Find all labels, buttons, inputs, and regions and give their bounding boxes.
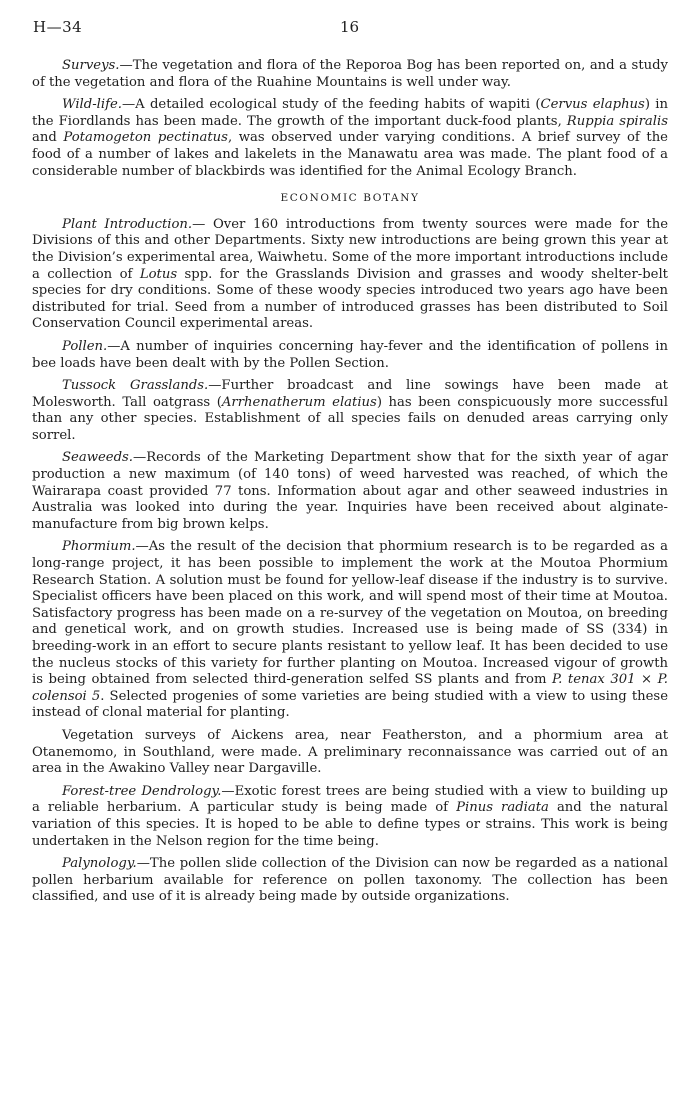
paragraph-text: —A detailed ecological study of the feeding habits of wapiti ( xyxy=(121,97,541,113)
paragraph-text: —A number of inquiries concerning hay-fever and the identification of pollens in bee loads have been dealt with by the Pollen Section. xyxy=(32,338,668,371)
paragraph xyxy=(32,58,668,91)
italic-term: Pinus radiata xyxy=(456,800,549,816)
paragraph-text: Vegetation surveys of Aickens area, near Featherston, and a phormium area at Otanemomo, in Southland, were made. A preliminary reconnaissance was carried out of an area in the Awakino Valley near Dargaville. xyxy=(32,727,668,777)
paragraph-text: spp. for the Grasslands Division and grasses and woody shelter-belt species for dry conditions. Some of these woody species introduced two years ago have been distributed for trial. Seed from a number of introduced grasses has been distributed to Soil Conservation Council experimental areas. xyxy=(32,266,668,332)
paragraph-lead: Surveys. xyxy=(62,58,120,73)
paragraph-text: — Over 160 introductions from twenty sources were made for the Divisions of this and other Departments. Sixty new introductions are being grown this year at the Division’s experimental area, Waiwhetu. Some of the more important introductions include a collection of xyxy=(32,216,669,282)
paragraph-text: —The pollen slide collection of the Division can now be regarded as a national pollen herbarium available for reference on pollen taxonomy. The collection has been classified, and use of it is already being made by outside organizations. xyxy=(32,856,668,905)
paragraph xyxy=(32,539,668,722)
section-heading: ECONOMIC BOTANY xyxy=(280,192,420,205)
paragraph-text: , was observed under varying conditions. A brief survey of the food of a number of lakes and lakelets in the Manawatu area was made. The plant food of a considerable number of blackbirds was identified for the Animal Ecology Branch. xyxy=(32,130,668,179)
paragraph-text: . Selected progenies of some varieties are being studied with a view to using these instead of clonal material for planting. xyxy=(32,688,668,721)
document-reference: H—34 xyxy=(33,18,83,36)
paragraph-lead: Tussock Grasslands. xyxy=(62,378,209,394)
paragraphs-after xyxy=(32,217,668,906)
paragraph-lead: Phormium. xyxy=(62,539,136,555)
paragraph-text: —As the result of the decision that phormium research is to be regarded as a long-range project, it has been possible to implement the work at the Moutoa Phormium Research Station. A solution must be found for yellow-leaf disease if the industry is to survive. Specialist officers have been placed on this work, and will spend most of their time at Moutoa. Satisfactory progress has been made on a re-survey of the vegetation on Moutoa, on breeding and genetical work, and on growth studies. Increased use is being made of SS (334) in breeding-work in an effort to secure plants resistant to yellow leaf. It has been decided to use the nucleus stocks of this variety for further planting on Moutoa. Increased vigour of growth is being obtained from selected third-generation selfed SS plants and from xyxy=(32,539,668,688)
paragraph-text: and xyxy=(32,130,64,146)
paragraph-text: ) has been conspicuously more successful than any other species. Establishment of all species fails on denuded areas carrying only sorrel. xyxy=(32,394,668,443)
paragraph-lead: Seaweeds. xyxy=(62,450,133,466)
paragraph-text: × xyxy=(635,672,658,688)
paragraphs-before xyxy=(32,58,668,180)
paragraph-lead: Plant Introduction. xyxy=(62,216,193,232)
page-header xyxy=(0,0,700,40)
paragraph-lead: Palynology. xyxy=(62,856,137,872)
page-body xyxy=(32,58,668,912)
paragraph xyxy=(32,97,668,180)
paragraph-lead: Wild-life. xyxy=(62,97,122,113)
paragraph-lead: Forest-tree Dendrology. xyxy=(62,783,222,799)
paragraph-text: —Exotic forest trees are being studied with a view to building up a reliable herbarium. A particular study is being made of xyxy=(32,783,668,816)
italic-term: Arrhenatherum elatius xyxy=(221,394,377,410)
italic-term: P. tenax 301 xyxy=(551,672,636,688)
paragraph xyxy=(32,450,668,533)
paragraph xyxy=(32,339,668,372)
italic-term: Lotus xyxy=(139,266,178,282)
paragraph-text: and the natural variation of this species. It is hoped to be able to define types or strains. This work is being undertaken in the Nelson region for the time being. xyxy=(32,800,668,849)
italic-term: Cervus elaphus xyxy=(540,97,645,113)
page-number: 16 xyxy=(340,18,360,36)
paragraph xyxy=(32,784,668,850)
italic-term: Potamogeton pectinatus xyxy=(63,130,228,146)
paragraph xyxy=(32,728,668,778)
paragraph-text: —Further broadcast and line sowings have been made at Molesworth. Tall oatgrass ( xyxy=(32,378,668,410)
paragraph xyxy=(32,856,668,906)
paragraph-text: —Records of the Marketing Department show that for the sixth year of agar production a new maximum (of 140 tons) of weed harvested was reached, of which the Wairarapa coast provided 77 tons. Information about agar and other seaweed industries in Australia was looked into during the year. Inquiries have been received about alginate-manufacture from big brown kelps. xyxy=(32,450,668,532)
paragraph xyxy=(32,217,668,333)
paragraph-text: ) in the Fiordlands has been made. The growth of the important duck-food plants, xyxy=(32,97,668,129)
paragraph-text: —The vegetation and flora of the Reporoa Bog has been reported on, and a study of the vegetation and flora of the Ruahine Mountains is well under way. xyxy=(32,58,668,90)
italic-term: Ruppia spiralis xyxy=(566,113,668,129)
italic-term: P. colensoi 5 xyxy=(32,672,668,704)
paragraph xyxy=(32,378,668,444)
paragraph-lead: Pollen. xyxy=(62,338,108,354)
